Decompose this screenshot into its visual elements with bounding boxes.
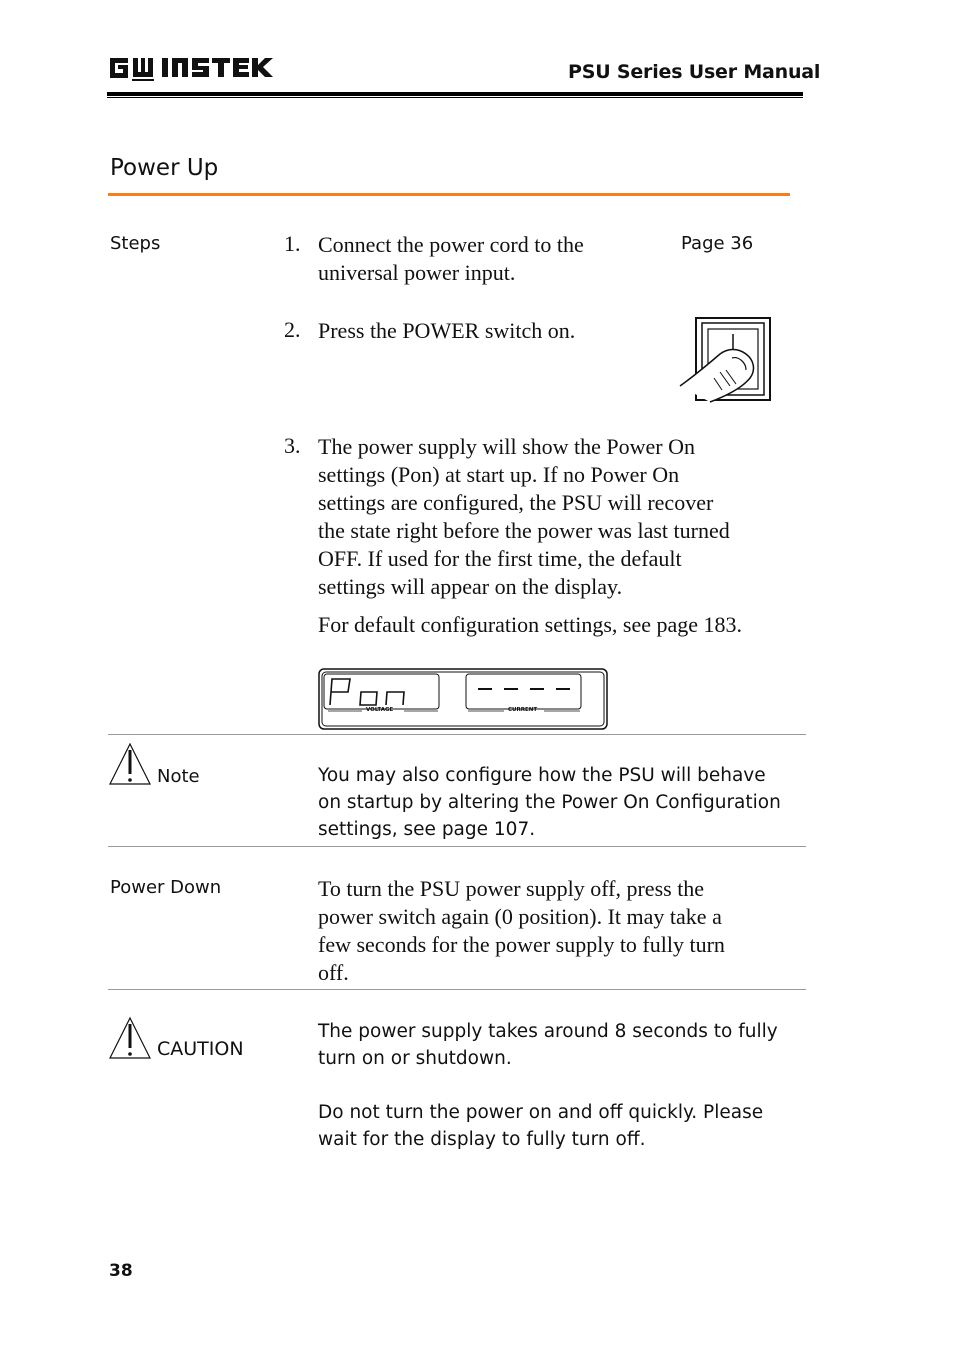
step-3-line: The power supply will show the Power On <box>318 434 696 459</box>
manual-title: PSU Series User Manual <box>568 61 821 83</box>
section-title: Power Up <box>110 155 219 181</box>
step-2-number: 2. <box>284 317 301 342</box>
step-1-number: 1. <box>284 231 301 256</box>
step-2-text: Press the POWER switch on. <box>318 318 576 343</box>
caution-line: wait for the display to fully turn off. <box>318 1129 646 1150</box>
power-down-line: off. <box>318 960 349 985</box>
current-label: CURRENT <box>508 707 538 713</box>
caution-line: turn on or shutdown. <box>318 1048 512 1069</box>
power-down-line: To turn the PSU power supply off, press the <box>318 876 705 901</box>
caution-triangle-icon <box>109 1016 153 1060</box>
warning-triangle-icon <box>109 742 153 786</box>
step-3-line: settings are configured, the PSU will recover <box>318 490 714 515</box>
default-settings-note: For default configuration settings, see page 183. <box>318 612 743 637</box>
header-rule-thin <box>107 97 803 98</box>
power-down-line: few seconds for the power supply to fully turn <box>318 932 725 957</box>
note-line: on startup by altering the Power On Configuration <box>318 792 781 813</box>
caution-line: Do not turn the power on and off quickly. Please <box>318 1102 764 1123</box>
step-1-text <box>318 231 584 287</box>
voltage-label: VOLTAGE <box>366 707 394 713</box>
power-down-line: power switch again (0 position). It may take a <box>318 904 722 929</box>
gw-instek-logo <box>108 54 278 82</box>
current-seven-segment <box>468 675 580 708</box>
page-reference: Page 36 <box>681 233 754 254</box>
divider <box>108 734 806 735</box>
note-line: settings, see page 107. <box>318 819 536 840</box>
step-3-line: the state right before the power was last turned <box>318 518 730 543</box>
voltage-seven-segment <box>326 675 438 708</box>
caution-line: The power supply takes around 8 seconds to fully <box>318 1021 778 1042</box>
step-3-line: settings (Pon) at start up. If no Power On <box>318 462 680 487</box>
step-3-text <box>318 433 730 601</box>
page-number: 38 <box>109 1261 133 1281</box>
power-down-text <box>318 875 725 987</box>
section-underline <box>108 193 790 196</box>
steps-label: Steps <box>110 233 161 254</box>
caution-paragraph-1 <box>318 1018 778 1072</box>
power-switch-illustration <box>676 314 776 406</box>
note-text <box>318 762 781 843</box>
front-panel-display <box>318 668 608 730</box>
header-rule <box>107 92 803 96</box>
step-3-line: OFF. If used for the first time, the default <box>318 546 682 571</box>
caution-paragraph-2 <box>318 1099 763 1153</box>
divider <box>108 989 806 990</box>
step-3-line: settings will appear on the display. <box>318 574 623 599</box>
step-1-line: Connect the power cord to the <box>318 232 584 257</box>
divider <box>108 846 806 847</box>
note-label: Note <box>157 766 200 787</box>
power-down-label: Power Down <box>110 877 222 898</box>
step-3-number: 3. <box>284 433 301 458</box>
step-1-line: universal power input. <box>318 260 516 285</box>
note-line: You may also configure how the PSU will behave <box>318 765 766 786</box>
caution-label: CAUTION <box>157 1038 244 1060</box>
